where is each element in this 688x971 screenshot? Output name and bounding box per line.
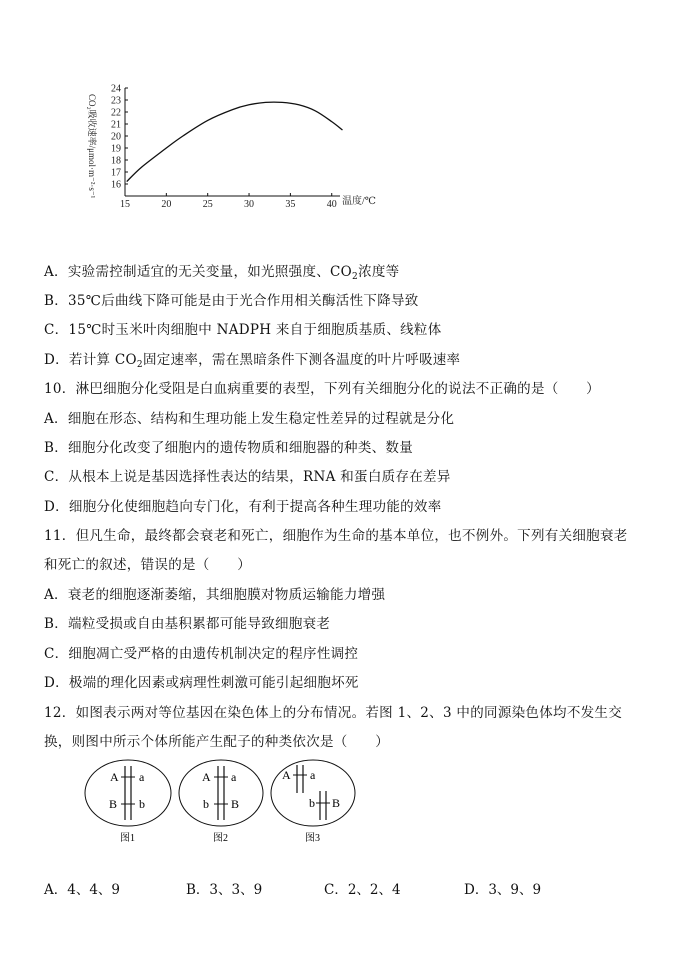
q10-option-b: B．细胞分化改变了细胞内的遗传物质和细胞器的种类、数量 <box>44 440 414 456</box>
fig2-caption: 图2 <box>213 833 228 844</box>
y-tick-label: 17 <box>111 167 121 179</box>
q11-stem-line2: 和死亡的叙述，错误的是（ ） <box>44 557 251 573</box>
q9-option-a: A．实验需控制适宜的无关变量，如光照强度、$CO_2$浓度等 <box>44 264 400 282</box>
q11-option-c: C．细胞凋亡受严格的由遗传机制决定的程序性调控 <box>44 646 359 662</box>
q12-option-b: B．3、3、9 <box>186 882 263 898</box>
fig1-allele-bl: B <box>109 797 118 811</box>
q11-option-d: D．极端的理化因素或病理性刺激可能引起细胞坏死 <box>44 675 359 691</box>
x-tick-label: 15 <box>120 199 130 210</box>
y-tick-label: 16 <box>111 179 121 191</box>
fig3-caption: 图3 <box>305 833 320 844</box>
q10-option-a: A．细胞在形态、结构和生理功能上发生稳定性差异的过程就是分化 <box>44 411 455 427</box>
fig2-allele-bl: b <box>203 797 209 811</box>
fig1-allele-tl: A <box>110 770 119 784</box>
y-tick-label: 21 <box>111 119 121 131</box>
fig3-allele-tl: A <box>282 768 291 782</box>
q10-stem: 10．淋巴细胞分化受阻是白血病重要的表型，下列有关细胞分化的说法不正确的是（ ） <box>44 381 600 397</box>
x-tick-label: 35 <box>285 199 296 210</box>
chart-ticks <box>111 84 337 211</box>
q9-option-c: C．15℃时玉米叶肉细胞中 NADPH 来自于细胞质基质、线粒体 <box>44 322 442 338</box>
x-tick-label: 25 <box>202 199 213 210</box>
x-tick-label: 20 <box>161 199 172 210</box>
y-tick-label: 22 <box>111 107 121 119</box>
y-tick-label: 24 <box>111 83 121 95</box>
fig2-allele-br: B <box>231 797 240 811</box>
q12-option-d: D．3、9、9 <box>464 882 542 898</box>
fig1-allele-tr: a <box>139 770 145 784</box>
x-tick-label: 40 <box>326 199 337 210</box>
q11-stem-line1: 11．但凡生命，最终都会衰老和死亡，细胞作为生命的基本单位，也不例外。下列有关细胞衰老 <box>44 528 628 544</box>
fig2-allele-tr: a <box>231 770 237 784</box>
figure-1 <box>85 760 171 844</box>
chromosome-figures <box>80 755 380 855</box>
fig3-allele-br: B <box>332 796 341 810</box>
chart-xlabel: 温度/℃ <box>342 196 376 207</box>
y-tick-label: 19 <box>111 143 121 155</box>
y-tick-label: 23 <box>111 95 121 107</box>
figure-3 <box>271 760 355 844</box>
y-tick-label: 18 <box>111 155 121 167</box>
chart-series-line <box>127 102 343 182</box>
q12-stem-line2: 换，则图中所示个体所能产生配子的种类依次是（ ） <box>44 734 389 750</box>
q12-option-c: C．2、2、4 <box>324 882 401 898</box>
q11-option-b: B．端粒受损或自由基积累都可能导致细胞衰老 <box>44 616 331 632</box>
chart-axes <box>125 88 340 196</box>
q12-option-a: A．4、4、9 <box>44 882 121 898</box>
figure-2 <box>179 760 263 844</box>
x-tick-label: 30 <box>244 199 255 210</box>
q9-option-d: D．若计算 $CO_2$固定速率，需在黑暗条件下测各温度的叶片呼吸速率 <box>44 352 461 370</box>
fig1-allele-br: b <box>139 797 145 811</box>
q10-option-c: C．从根本上说是基因选择性表达的结果，RNA 和蛋白质存在差异 <box>44 469 451 485</box>
q12-options <box>44 878 644 898</box>
chart-ylabel: CO₂吸收速率/μmol·m⁻²·s⁻¹ <box>87 94 97 199</box>
q9-option-b: B．35℃后曲线下降可能是由于光合作用相关酶活性下降导致 <box>44 293 419 309</box>
q12-stem-line1: 12．如图表示两对等位基因在染色体上的分布情况。若图 1、2、3 中的同源染色体均不发生交 <box>44 705 623 721</box>
fig1-caption: 图1 <box>120 833 135 844</box>
q10-option-d: D．细胞分化使细胞趋向专门化，有利于提高各种生理功能的效率 <box>44 499 442 515</box>
y-tick-label: 20 <box>111 131 121 143</box>
fig3-allele-bl: b <box>309 796 315 810</box>
fig3-allele-tr: a <box>310 768 316 782</box>
q11-option-a: A．衰老的细胞逐渐萎缩，其细胞膜对物质运输能力增强 <box>44 587 386 603</box>
fig2-allele-tl: A <box>202 770 211 784</box>
co2-absorption-chart <box>80 78 400 218</box>
